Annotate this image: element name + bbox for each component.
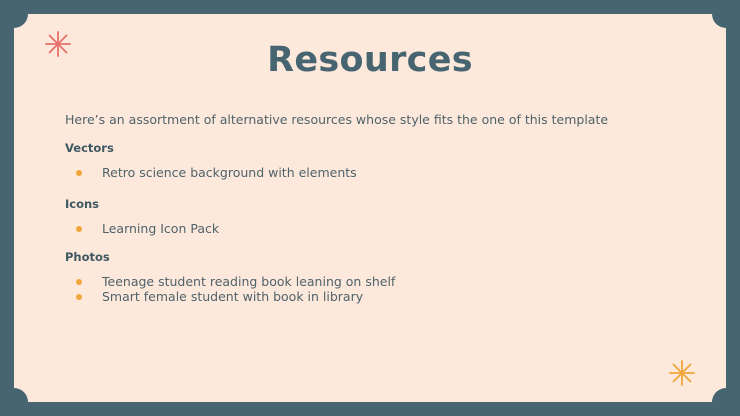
list-item-link[interactable]: Teenage student reading book leaning on shelf [102, 274, 396, 289]
bullet [76, 226, 82, 232]
bullet [76, 294, 82, 300]
bullet [76, 170, 82, 176]
corner-notch [712, 0, 740, 28]
section-heading-photos: Photos [65, 250, 110, 264]
section-heading-icons: Icons [65, 197, 100, 211]
sparkle-icon [668, 359, 696, 387]
page-title: Resources [267, 40, 473, 80]
list-item-link[interactable]: Retro science background with elements [102, 165, 357, 180]
bullet [76, 279, 82, 285]
corner-notch [0, 0, 28, 28]
list-item-link[interactable]: Learning Icon Pack [102, 221, 220, 236]
corner-notch [0, 388, 28, 416]
list-item-link[interactable]: Smart female student with book in library [102, 289, 364, 304]
corner-notch [712, 388, 740, 416]
section-heading-vectors: Vectors [65, 141, 114, 155]
intro-text: Here’s an assortment of alternative resources whose style fits the one of this template [65, 112, 609, 127]
